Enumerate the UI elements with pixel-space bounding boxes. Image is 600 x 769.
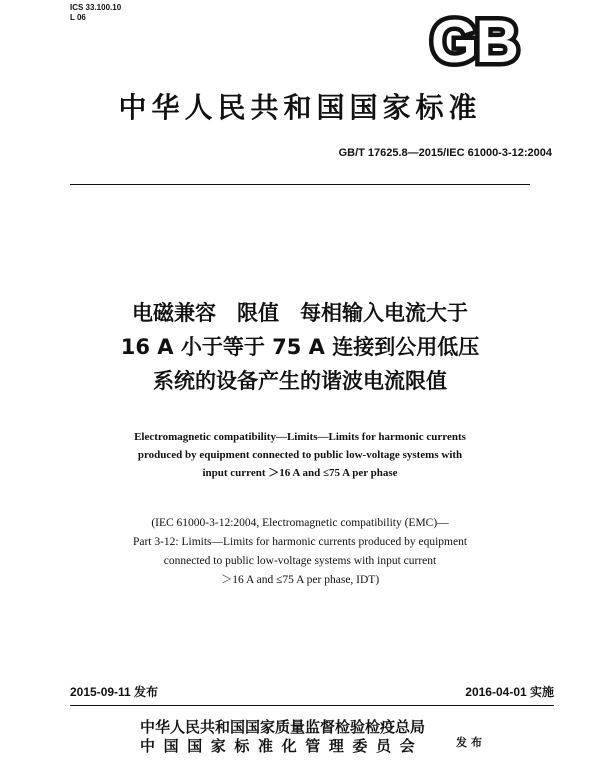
english-title-line: produced by equipment connected to public low-voltage systems with xyxy=(137,449,463,461)
english-title xyxy=(0,428,600,482)
classification-codes xyxy=(70,3,121,23)
issuing-authorities xyxy=(140,718,425,756)
idt-reference-line: connected to public low-voltage systems with input current xyxy=(163,555,437,567)
idt-reference xyxy=(0,514,600,590)
chinese-title-line: 电磁兼容 限值 每相输入电流大于 xyxy=(132,301,468,325)
gb-logo xyxy=(412,12,536,68)
idt-reference-line: (IEC 61000-3-12:2004, Electromagnetic compatibility (EMC)— xyxy=(151,517,449,529)
chinese-title-line: 16 A 小于等于 75 A 连接到公用低压 xyxy=(120,335,480,359)
idt-reference-line: ＞16 A and ≤75 A per phase, IDT) xyxy=(220,574,380,586)
class-code: L 06 xyxy=(70,13,86,22)
issuer-line-2: 中国国家标准化管理委员会 xyxy=(140,737,424,755)
publish-label: 发布 xyxy=(456,736,486,749)
footer-divider xyxy=(70,705,554,706)
issuer-line-1: 中华人民共和国国家质量监督检验检疫总局 xyxy=(140,718,426,736)
gb-logo-text: GB xyxy=(431,12,517,68)
issue-date: 2015-09-11 发布 xyxy=(70,685,159,699)
chinese-title-line: 系统的设备产生的谐波电流限值 xyxy=(153,369,447,393)
header-divider xyxy=(70,184,530,185)
english-title-line: Electromagnetic compatibility—Limits—Limits for harmonic currents xyxy=(134,431,466,443)
standard-type-title: 中华人民共和国国家标准 xyxy=(118,91,482,124)
implementation-date: 2016-04-01 实施 xyxy=(465,685,554,699)
chinese-title xyxy=(0,296,600,398)
idt-reference-line: Part 3-12: Limits—Limits for harmonic currents produced by equipment xyxy=(132,536,468,548)
standard-number: GB/T 17625.8—2015/IEC 61000-3-12:2004 xyxy=(338,147,552,159)
ics-code: ICS 33.100.10 xyxy=(70,3,122,12)
english-title-line: input current ＞16 A and ≤75 A per phase xyxy=(202,467,398,479)
